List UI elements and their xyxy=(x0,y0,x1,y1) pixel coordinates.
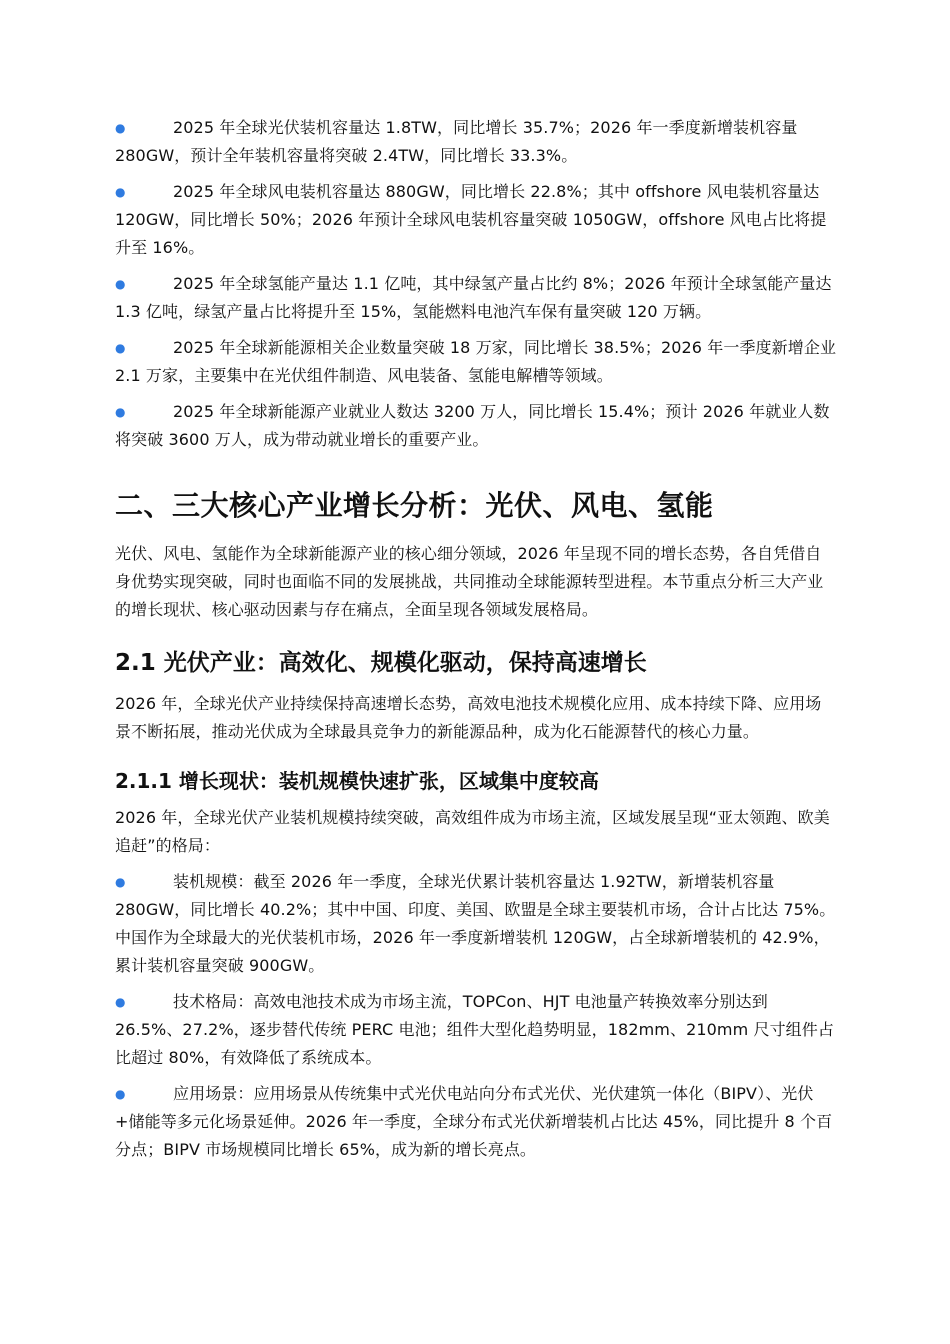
section-intro: 光伏、风电、氢能作为全球新能源产业的核心细分领域，2026 年呈现不同的增长态势，各自凭借自身优势实现突破，同时也面临不同的发展挑战，共同推动全球能源转型进程。本节重点分析三大产业的增长现状、核心驱动因素与存在痛点，全面呈现各领域发展格局。 xyxy=(115,544,824,619)
list-item xyxy=(115,988,837,1072)
section-heading: 二、三大核心产业增长分析：光伏、风电、氢能 xyxy=(115,489,714,522)
subsection-intro: 2026 年，全球光伏产业持续保持高速增长态势，高效电池技术规模化应用、成本持续下降、应用场景不断拓展，推动光伏成为全球最具竞争力的新能源品种，成为化石能源替代的核心力量。 xyxy=(115,694,822,741)
list-item-text: 技术格局：高效电池技术成为市场主流，TOPCon、HJT 电池量产转换效率分别达到 26.5%、27.2%，逐步替代传统 PERC 电池；组件大型化趋势明显，182mm、210mm 尺寸组件占比超过 80%，有效降低了系统成本。 xyxy=(115,992,834,1067)
list-item xyxy=(115,1080,837,1164)
list-item xyxy=(115,178,837,262)
bullet-icon: ● xyxy=(115,405,126,419)
list-item-text: 应用场景：应用场景从传统集中式光伏电站向分布式光伏、光伏建筑一体化（BIPV）、光伏+储能等多元化场景延伸。2026 年一季度，全球分布式光伏新增装机占比达 45%，同比提升 8 个百分点；BIPV 市场规模同比增长 65%，成为新的增长亮点。 xyxy=(115,1084,833,1159)
list-item xyxy=(115,334,837,390)
list-item-text: 装机规模：截至 2026 年一季度，全球光伏累计装机容量达 1.92TW，新增装机容量 280GW，同比增长 40.2%；其中中国、印度、美国、欧盟是全球主要装机市场，合计占比达 75%。中国作为全球最大的光伏装机市场，2026 年一季度新增装机 120GW，占全球新增装机的 42.9%，累计装机容量突破 900GW。 xyxy=(115,872,836,975)
bullet-icon: ● xyxy=(115,185,126,199)
bullet-icon: ● xyxy=(115,277,126,291)
list-item-text: 2025 年全球光伏装机容量达 1.8TW，同比增长 35.7%；2026 年一季度新增装机容量 280GW，预计全年装机容量将突破 2.4TW，同比增长 33.3%。 xyxy=(115,118,798,165)
list-item xyxy=(115,114,837,170)
subsubsection-intro: 2026 年，全球光伏产业装机规模持续突破，高效组件成为市场主流，区域发展呈现“亚太领跑、欧美追赶”的格局： xyxy=(115,808,830,855)
list-item xyxy=(115,270,837,326)
list-item xyxy=(115,398,837,454)
list-item xyxy=(115,868,837,980)
document-page xyxy=(115,114,837,1172)
subsubsection-heading: 2.1.1 增长现状：装机规模快速扩张，区域集中度较高 xyxy=(115,769,599,793)
list-item-text: 2025 年全球新能源产业就业人数达 3200 万人，同比增长 15.4%；预计 2026 年就业人数将突破 3600 万人，成为带动就业增长的重要产业。 xyxy=(115,402,830,449)
list-item-text: 2025 年全球新能源相关企业数量突破 18 万家，同比增长 38.5%；2026 年一季度新增企业 2.1 万家，主要集中在光伏组件制造、风电装备、氢能电解槽等领域。 xyxy=(115,338,837,385)
bullet-icon: ● xyxy=(115,995,126,1009)
bullet-icon: ● xyxy=(115,341,126,355)
bullet-icon: ● xyxy=(115,121,126,135)
list-item-text: 2025 年全球风电装机容量达 880GW，同比增长 22.8%；其中 offshore 风电装机容量达 120GW，同比增长 50%；2026 年预计全球风电装机容量突破 1050GW，offshore 风电占比将提升至 16%。 xyxy=(115,182,827,257)
subsection-heading: 2.1 光伏产业：高效化、规模化驱动，保持高速增长 xyxy=(115,650,647,676)
list-item-text: 2025 年全球氢能产量达 1.1 亿吨，其中绿氢产量占比约 8%；2026 年预计全球氢能产量达 1.3 亿吨，绿氢产量占比将提升至 15%，氢能燃料电池汽车保有量突破 120 万辆。 xyxy=(115,274,832,321)
bullet-icon: ● xyxy=(115,1087,126,1101)
bullet-icon: ● xyxy=(115,875,126,889)
